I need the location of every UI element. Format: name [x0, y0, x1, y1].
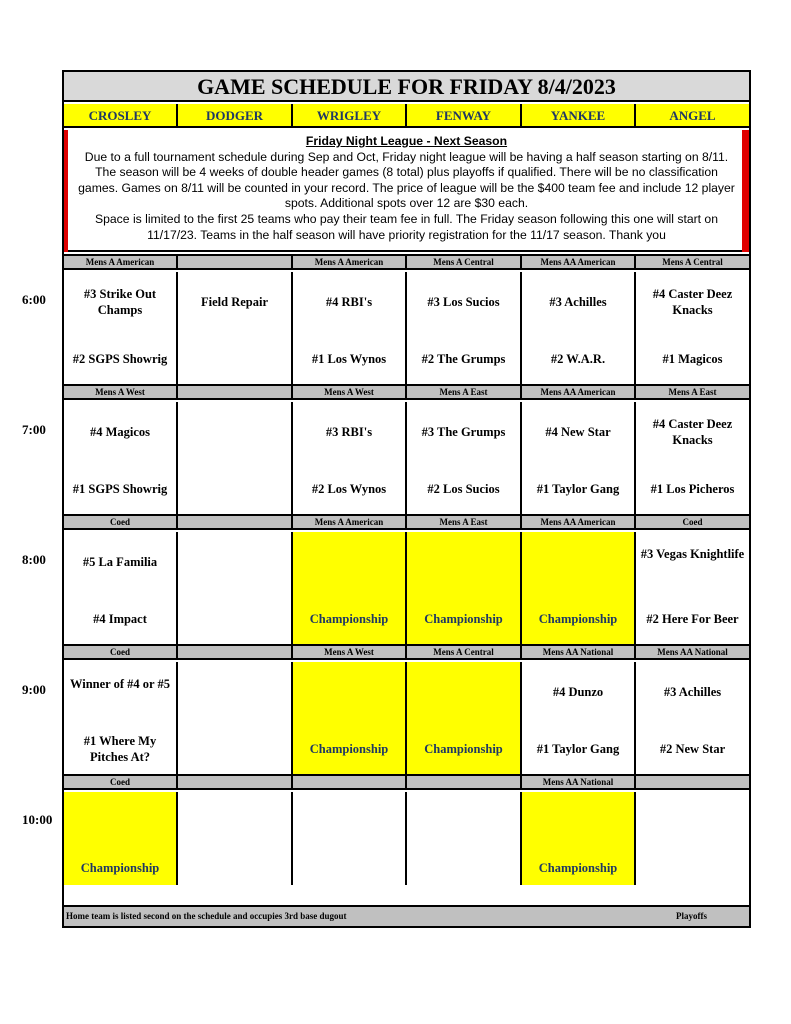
game-cell	[522, 792, 636, 885]
division-label	[178, 514, 293, 530]
division-label: Mens A American	[293, 514, 407, 530]
game-cell	[64, 662, 178, 774]
home-team: #1 Where My Pitches At?	[83, 734, 157, 764]
game-cell	[64, 402, 178, 514]
game-cell	[293, 662, 407, 774]
game-cell	[636, 532, 749, 644]
division-label: Mens AA American	[522, 514, 636, 530]
time-label-0: 6:00	[22, 292, 46, 307]
championship-label: Championship	[309, 612, 389, 626]
field-header-0: CROSLEY	[64, 104, 178, 128]
division-label: Mens A American	[293, 254, 407, 270]
division-label	[178, 254, 293, 270]
division-label: Mens AA National	[522, 644, 636, 660]
field-header-5: ANGEL	[636, 104, 749, 128]
away-team: #4 New Star	[545, 425, 611, 439]
division-label	[636, 774, 749, 790]
notice-red-bar-left	[64, 130, 68, 252]
time-label-3: 9:00	[22, 682, 46, 697]
footer-bar	[64, 905, 749, 926]
home-team: #2 New Star	[659, 742, 726, 756]
division-label: Mens A Central	[636, 254, 749, 270]
game-cell	[522, 272, 636, 384]
away-team: #3 Achilles	[663, 685, 722, 699]
away-team: #3 Vegas Knightlife	[640, 547, 745, 561]
home-team: #1 Magicos	[662, 352, 723, 366]
championship-label: Championship	[424, 742, 503, 756]
championship-label: Championship	[538, 861, 618, 875]
notice-paragraph-1: Due to a full tournament schedule during Sep and Oct, Friday night league will be having a half season starting on 8/11. The season will be 4 weeks of double header games (8 total) plus playoffs if qualified. There will be no classification games. Games on 8/11 will be counted in your record. The price of league will be the $400 team fee and include 12 player spots. Additional spots over 12 are $30 each.	[78, 149, 735, 211]
game-cell	[64, 792, 178, 885]
away-team: #3 RBI's	[325, 425, 373, 439]
away-team: #4 Dunzo	[552, 685, 604, 699]
game-cell	[636, 792, 749, 885]
away-team: #4 Caster Deez Knacks	[652, 287, 733, 317]
away-team: #3 The Grumps	[421, 425, 506, 439]
field-header-2: WRIGLEY	[293, 104, 407, 128]
notice-red-bar-right	[742, 130, 749, 252]
field-header-3: FENWAY	[407, 104, 522, 128]
division-label	[178, 644, 293, 660]
field-header-4: YANKEE	[522, 104, 636, 128]
away-team: #5 La Familia	[82, 555, 158, 569]
page-title: GAME SCHEDULE FOR FRIDAY 8/4/2023	[64, 72, 749, 102]
division-label: Mens A East	[636, 384, 749, 400]
away-team: Winner of #4 or #5	[69, 677, 170, 691]
game-cell	[636, 272, 749, 384]
home-team: #2 Los Sucios	[427, 482, 500, 496]
division-label	[178, 384, 293, 400]
game-cell	[178, 792, 293, 885]
notice-text	[76, 134, 737, 243]
championship-label: Championship	[80, 861, 160, 875]
game-cell	[178, 532, 293, 644]
division-label: Mens A West	[64, 384, 178, 400]
game-cell	[64, 532, 178, 644]
home-team: #4 Impact	[93, 612, 147, 626]
away-team: #4 RBI's	[325, 295, 373, 309]
season-notice	[64, 130, 749, 252]
division-label: Mens AA American	[522, 254, 636, 270]
home-team: #2 SGPS Showrig	[72, 352, 168, 366]
division-label: Mens A East	[407, 514, 522, 530]
division-label: Mens A Central	[407, 644, 522, 660]
game-cell	[636, 402, 749, 514]
away-team: Field Repair	[200, 295, 268, 309]
division-label: Coed	[64, 774, 178, 790]
game-cell	[522, 402, 636, 514]
away-team: #4 Caster Deez Knacks	[652, 417, 733, 447]
home-team: #2 Los Wynos	[311, 482, 387, 496]
away-team: #4 Magicos	[89, 425, 151, 439]
notice-paragraph-2: Space is limited to the first 25 teams who pay their team fee in full. The Friday season following this one will start on 11/17/23. Teams in the half season will have priority registration for the 11/17 season. Thank you	[95, 211, 718, 242]
game-cell	[293, 532, 407, 644]
championship-label: Championship	[538, 612, 618, 626]
time-label-4: 10:00	[22, 812, 53, 827]
game-cell	[293, 272, 407, 384]
division-label	[293, 774, 407, 790]
division-label: Mens A West	[293, 644, 407, 660]
division-label: Mens AA American	[522, 384, 636, 400]
away-team: #3 Los Sucios	[427, 295, 500, 309]
game-cell	[522, 532, 636, 644]
footer-playoffs: Playoffs	[676, 911, 707, 921]
championship-label: Championship	[309, 742, 389, 756]
division-label	[407, 774, 522, 790]
game-cell	[64, 272, 178, 384]
division-label: Mens A Central	[407, 254, 522, 270]
notice-heading: Friday Night League - Next Season	[305, 134, 508, 148]
home-team: #1 Los Picheros	[650, 482, 735, 496]
home-team: #1 Taylor Gang	[536, 742, 620, 756]
footer-note: Home team is listed second on the schedule and occupies 3rd base dugout	[66, 911, 347, 921]
away-team: #3 Achilles	[549, 295, 607, 309]
division-label: Coed	[64, 514, 178, 530]
away-team: #3 Strike Out Champs	[83, 287, 157, 317]
championship-label: Championship	[424, 612, 503, 626]
game-cell	[178, 402, 293, 514]
division-label: Mens A East	[407, 384, 522, 400]
game-cell	[407, 272, 522, 384]
division-label: Coed	[64, 644, 178, 660]
time-label-1: 7:00	[22, 422, 46, 437]
home-team: #2 The Grumps	[421, 352, 506, 366]
game-cell	[522, 662, 636, 774]
game-cell	[293, 402, 407, 514]
game-cell	[178, 662, 293, 774]
game-cell	[293, 792, 407, 885]
division-label: Mens AA National	[636, 644, 749, 660]
home-team: #1 Taylor Gang	[536, 482, 620, 496]
division-label: Mens AA National	[522, 774, 636, 790]
game-cell	[407, 662, 522, 774]
home-team: #1 SGPS Showrig	[72, 482, 168, 496]
home-team: #1 Los Wynos	[311, 352, 387, 366]
game-cell	[407, 402, 522, 514]
game-cell	[407, 532, 522, 644]
game-cell	[636, 662, 749, 774]
division-label: Mens A American	[64, 254, 178, 270]
game-cell	[407, 792, 522, 885]
home-team: #2 W.A.R.	[550, 352, 606, 366]
time-label-2: 8:00	[22, 552, 46, 567]
division-label: Coed	[636, 514, 749, 530]
division-label	[178, 774, 293, 790]
field-header-1: DODGER	[178, 104, 293, 128]
home-team: #2 Here For Beer	[646, 612, 739, 626]
division-label: Mens A West	[293, 384, 407, 400]
game-cell	[178, 272, 293, 384]
